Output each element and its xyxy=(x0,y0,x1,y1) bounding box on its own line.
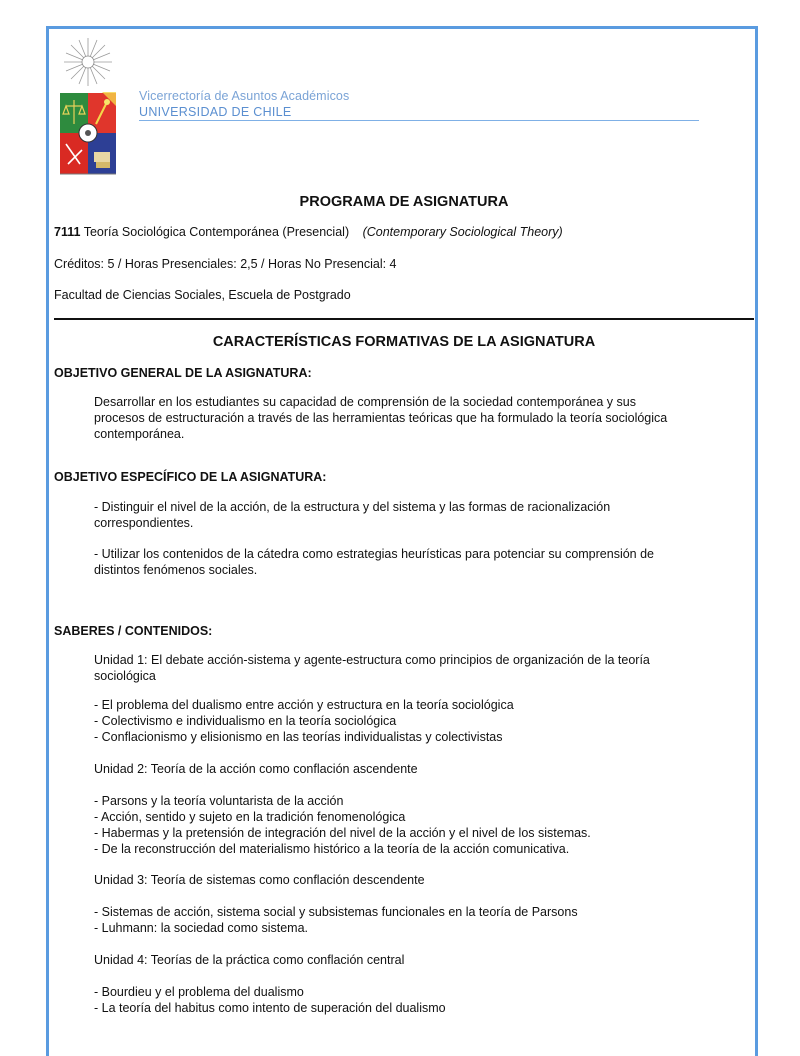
unit-item: - El problema del dualismo entre acción y estructura en la teoría sociológica xyxy=(94,698,514,712)
course-title-line xyxy=(54,225,563,239)
unit-item: - Parsons y la teoría voluntarista de la acción xyxy=(94,794,344,808)
unit-item: - De la reconstrucción del materialismo histórico a la teoría de la acción comunicativa. xyxy=(94,842,570,856)
course-credits: Créditos: 5 / Horas Presenciales: 2,5 / Horas No Presencial: 4 xyxy=(54,257,397,271)
unit-item: - Bourdieu y el problema del dualismo xyxy=(94,985,304,999)
unit-title xyxy=(94,652,714,684)
page-frame xyxy=(46,26,758,1056)
course-name: Teoría Sociológica Contemporánea (Presencial) xyxy=(83,225,350,239)
header-underline xyxy=(139,120,699,121)
unit-title: Unidad 2: Teoría de la acción como conflación ascendente xyxy=(94,762,418,776)
unit-item: - Sistemas de acción, sistema social y subsistemas funcionales en la teoría de Parsons xyxy=(94,905,578,919)
unit-title-line: Unidad 1: El debate acción-sistema y agente-estructura como principios de organización de la teoría xyxy=(94,653,650,667)
general-objective-text xyxy=(94,394,714,442)
specific-objective-item xyxy=(94,499,714,531)
unit-item: - Luhmann: la sociedad como sistema. xyxy=(94,921,308,935)
general-objective-line: Desarrollar en los estudiantes su capacidad de comprensión de la sociedad contemporánea y sus xyxy=(94,395,636,409)
specific-objective-item xyxy=(94,546,714,578)
unit-title: Unidad 4: Teorías de la práctica como conflación central xyxy=(94,953,405,967)
specific-objective-line: distintos fenómenos sociales. xyxy=(94,563,258,577)
specific-objective-line: - Distinguir el nivel de la acción, de la estructura y del sistema y las formas de racionalización xyxy=(94,500,611,514)
unit-item: - Conflacionismo y elisionismo en las teorías individualistas y colectivistas xyxy=(94,730,503,744)
unit-title: Unidad 3: Teoría de sistemas como conflación descendente xyxy=(94,873,425,887)
course-faculty: Facultad de Ciencias Sociales, Escuela de Postgrado xyxy=(54,288,351,302)
general-objective-heading: OBJETIVO GENERAL DE LA ASIGNATURA: xyxy=(54,366,312,380)
course-name-english: (Contemporary Sociological Theory) xyxy=(362,225,563,239)
course-code: 7111 xyxy=(54,225,81,239)
specific-objective-heading: OBJETIVO ESPECÍFICO DE LA ASIGNATURA: xyxy=(54,470,327,484)
unit-item: - Habermas y la pretensión de integración del nivel de la acción y el nivel de los sistemas. xyxy=(94,826,591,840)
unit-item: - La teoría del habitus como intento de superación del dualismo xyxy=(94,1001,446,1015)
university-name: UNIVERSIDAD DE CHILE xyxy=(139,105,292,119)
unit-item: - Acción, sentido y sujeto en la tradición fenomenológica xyxy=(94,810,406,824)
unit-item: - Colectivismo e individualismo en la teoría sociológica xyxy=(94,714,397,728)
general-objective-line: contemporánea. xyxy=(94,427,185,441)
page-title: PROGRAMA DE ASIGNATURA xyxy=(299,194,509,210)
university-crest-icon xyxy=(58,36,118,178)
vicerrectoria-label: Vicerrectoría de Asuntos Académicos xyxy=(139,89,350,103)
contents-heading: SABERES / CONTENIDOS: xyxy=(54,624,213,638)
specific-objective-line: correspondientes. xyxy=(94,516,194,530)
unit-title-line: sociológica xyxy=(94,669,156,683)
general-objective-line: procesos de estructuración a través de las herramientas teóricas que ha formulado la teoría sociológica xyxy=(94,411,668,425)
specific-objective-line: - Utilizar los contenidos de la cátedra como estrategias heurísticas para potenciar su comprensión de xyxy=(94,547,655,561)
section-divider xyxy=(54,318,754,320)
characteristics-heading: CARACTERÍSTICAS FORMATIVAS DE LA ASIGNATURA xyxy=(212,334,596,350)
